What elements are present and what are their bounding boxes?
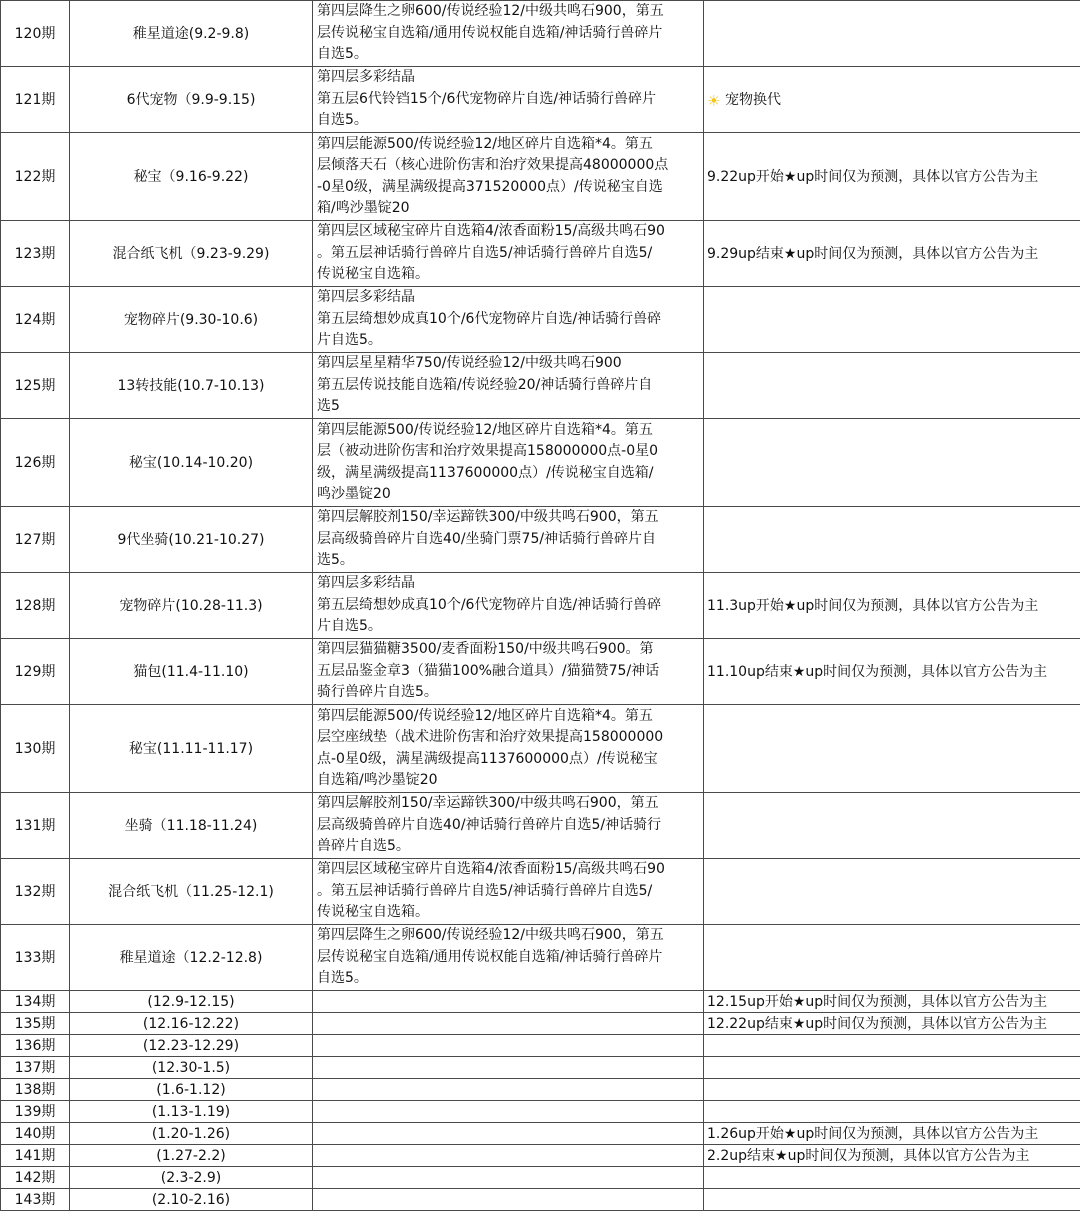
- event-cell: (12.23-12.29): [70, 1035, 313, 1057]
- period-cell: 122期: [1, 133, 70, 221]
- reward-cell: [313, 1057, 704, 1079]
- period-cell: 124期: [1, 287, 70, 353]
- period-cell: 131期: [1, 793, 70, 859]
- event-cell: 秘宝（9.16-9.22): [70, 133, 313, 221]
- reward-cell: 第四层降生之卵600/传说经验12/中级共鸣石900，第五 层传说秘宝自选箱/通用传说权能自选箱/神话骑行兽碎片 自选5。: [313, 1, 704, 67]
- table-row: [1, 353, 1080, 419]
- note-cell: [704, 705, 1080, 793]
- note-cell: 12.22up结束★up时间仅为预测，具体以官方公告为主: [704, 1013, 1080, 1035]
- event-cell: (2.10-2.16): [70, 1189, 313, 1211]
- table-row: [1, 1013, 1080, 1035]
- period-cell: 141期: [1, 1145, 70, 1167]
- note-cell: [704, 793, 1080, 859]
- period-cell: 121期: [1, 67, 70, 133]
- note-cell: [704, 353, 1080, 419]
- table-row: [1, 925, 1080, 991]
- note-text: 宠物换代: [725, 91, 781, 108]
- note-cell: 12.15up开始★up时间仅为预测，具体以官方公告为主: [704, 991, 1080, 1013]
- note-cell: [704, 1079, 1080, 1101]
- event-cell: 坐骑（11.18-11.24): [70, 793, 313, 859]
- event-cell: (12.30-1.5): [70, 1057, 313, 1079]
- reward-cell: [313, 1189, 704, 1211]
- table-row: [1, 859, 1080, 925]
- period-cell: 129期: [1, 639, 70, 705]
- period-cell: 132期: [1, 859, 70, 925]
- reward-cell: 第四层多彩结晶 第五层绮想妙成真10个/6代宠物碎片自选/神话骑行兽碎 片自选5。: [313, 287, 704, 353]
- event-cell: 宠物碎片(9.30-10.6): [70, 287, 313, 353]
- note-cell: [704, 1, 1080, 67]
- event-cell: 秘宝(11.11-11.17): [70, 705, 313, 793]
- table-row: [1, 1101, 1080, 1123]
- table-row: [1, 1035, 1080, 1057]
- event-cell: 混合纸飞机（9.23-9.29): [70, 221, 313, 287]
- event-cell: 稚星道途(9.2-9.8): [70, 1, 313, 67]
- table-row: [1, 1189, 1080, 1211]
- event-cell: 6代宠物（9.9-9.15): [70, 67, 313, 133]
- event-cell: (12.16-12.22): [70, 1013, 313, 1035]
- table-row: [1, 991, 1080, 1013]
- table-row: [1, 1167, 1080, 1189]
- event-cell: 稚星道途（12.2-12.8): [70, 925, 313, 991]
- table-row: [1, 793, 1080, 859]
- table-row: [1, 1057, 1080, 1079]
- reward-cell: [313, 1123, 704, 1145]
- table-row: [1, 507, 1080, 573]
- period-cell: 135期: [1, 1013, 70, 1035]
- note-cell: [704, 287, 1080, 353]
- reward-cell: [313, 1035, 704, 1057]
- note-cell: 9.29up结束★up时间仅为预测，具体以官方公告为主: [704, 221, 1080, 287]
- reward-cell: 第四层区域秘宝碎片自选箱4/浓香面粉15/高级共鸣石90 。第五层神话骑行兽碎片自选5/神话骑行兽碎片自选5/ 传说秘宝自选箱。: [313, 859, 704, 925]
- event-cell: 猫包(11.4-11.10): [70, 639, 313, 705]
- period-cell: 125期: [1, 353, 70, 419]
- table-row: [1, 1123, 1080, 1145]
- note-cell: [704, 1101, 1080, 1123]
- reward-cell: 第四层能源500/传说经验12/地区碎片自选箱*4。第五 层（被动进阶伤害和治疗效果提高158000000点-0星0 级，满星满级提高1137600000点）/传说秘宝自选箱/ 鸣沙墨锭20: [313, 419, 704, 507]
- reward-cell: 第四层多彩结晶 第五层绮想妙成真10个/6代宠物碎片自选/神话骑行兽碎 片自选5。: [313, 573, 704, 639]
- period-cell: 134期: [1, 991, 70, 1013]
- note-cell: [704, 507, 1080, 573]
- period-cell: 139期: [1, 1101, 70, 1123]
- table-row: [1, 287, 1080, 353]
- reward-cell: 第四层解胶剂150/幸运蹄铁300/中级共鸣石900，第五 层高级骑兽碎片自选40/神话骑行兽碎片自选5/神话骑行 兽碎片自选5。: [313, 793, 704, 859]
- period-cell: 130期: [1, 705, 70, 793]
- table-row: [1, 133, 1080, 221]
- event-cell: 秘宝(10.14-10.20): [70, 419, 313, 507]
- note-cell: [704, 1189, 1080, 1211]
- reward-cell: 第四层能源500/传说经验12/地区碎片自选箱*4。第五 层倾落天石（核心进阶伤害和治疗效果提高48000000点 -0星0级，满星满级提高371520000点）/传说秘宝自选 箱/鸣沙墨锭20: [313, 133, 704, 221]
- note-cell: [704, 1035, 1080, 1057]
- reward-cell: 第四层星星精华750/传说经验12/中级共鸣石900 第五层传说技能自选箱/传说经验20/神话骑行兽碎片自 选5: [313, 353, 704, 419]
- table-row: [1, 67, 1080, 133]
- event-cell: (1.27-2.2): [70, 1145, 313, 1167]
- table-row: [1, 221, 1080, 287]
- event-cell: (2.3-2.9): [70, 1167, 313, 1189]
- note-cell: [704, 859, 1080, 925]
- reward-cell: 第四层能源500/传说经验12/地区碎片自选箱*4。第五 层空座绒垫（战术进阶伤害和治疗效果提高158000000 点-0星0级，满星满级提高1137600000点）/传说秘宝 自选箱/鸣沙墨锭20: [313, 705, 704, 793]
- period-cell: 137期: [1, 1057, 70, 1079]
- event-cell: 13转技能(10.7-10.13): [70, 353, 313, 419]
- table-row: [1, 1, 1080, 67]
- table-row: [1, 1145, 1080, 1167]
- event-cell: 混合纸飞机（11.25-12.1): [70, 859, 313, 925]
- note-cell: 2.2up结束★up时间仅为预测，具体以官方公告为主: [704, 1145, 1080, 1167]
- reward-cell: 第四层解胶剂150/幸运蹄铁300/中级共鸣石900，第五 层高级骑兽碎片自选40/坐骑门票75/神话骑行兽碎片自 选5。: [313, 507, 704, 573]
- note-cell: 1.26up开始★up时间仅为预测，具体以官方公告为主: [704, 1123, 1080, 1145]
- period-cell: 142期: [1, 1167, 70, 1189]
- note-cell: 11.10up结束★up时间仅为预测，具体以官方公告为主: [704, 639, 1080, 705]
- period-cell: 136期: [1, 1035, 70, 1057]
- event-cell: (1.6-1.12): [70, 1079, 313, 1101]
- period-cell: 127期: [1, 507, 70, 573]
- period-cell: 123期: [1, 221, 70, 287]
- reward-cell: [313, 1013, 704, 1035]
- table-row: [1, 419, 1080, 507]
- table-row: [1, 573, 1080, 639]
- reward-cell: 第四层猫猫糖3500/麦香面粉150/中级共鸣石900。第 五层品鉴金章3（猫猫100%融合道具）/猫猫赞75/神话 骑行兽碎片自选5。: [313, 639, 704, 705]
- reward-cell: 第四层降生之卵600/传说经验12/中级共鸣石900，第五 层传说秘宝自选箱/通用传说权能自选箱/神话骑行兽碎片 自选5。: [313, 925, 704, 991]
- event-cell: (12.9-12.15): [70, 991, 313, 1013]
- note-cell: 11.3up开始★up时间仅为预测，具体以官方公告为主: [704, 573, 1080, 639]
- period-cell: 133期: [1, 925, 70, 991]
- reward-cell: [313, 1101, 704, 1123]
- period-cell: 126期: [1, 419, 70, 507]
- note-cell: [704, 1167, 1080, 1189]
- period-cell: 138期: [1, 1079, 70, 1101]
- reward-cell: [313, 1167, 704, 1189]
- event-cell: 宠物碎片(10.28-11.3): [70, 573, 313, 639]
- reward-cell: 第四层区域秘宝碎片自选箱4/浓香面粉15/高级共鸣石90 。第五层神话骑行兽碎片自选5/神话骑行兽碎片自选5/ 传说秘宝自选箱。: [313, 221, 704, 287]
- event-cell: (1.20-1.26): [70, 1123, 313, 1145]
- reward-cell: [313, 991, 704, 1013]
- period-cell: 140期: [1, 1123, 70, 1145]
- sun-icon: ☀: [707, 91, 721, 110]
- period-cell: 143期: [1, 1189, 70, 1211]
- reward-cell: 第四层多彩结晶 第五层6代铃铛15个/6代宠物碎片自选/神话骑行兽碎片 自选5。: [313, 67, 704, 133]
- reward-cell: [313, 1145, 704, 1167]
- note-cell: [704, 67, 1080, 133]
- table-row: [1, 705, 1080, 793]
- note-cell: [704, 925, 1080, 991]
- note-cell: [704, 419, 1080, 507]
- period-cell: 120期: [1, 1, 70, 67]
- note-cell: 9.22up开始★up时间仅为预测，具体以官方公告为主: [704, 133, 1080, 221]
- table-row: [1, 639, 1080, 705]
- period-cell: 128期: [1, 573, 70, 639]
- note-cell: [704, 1057, 1080, 1079]
- event-cell: (1.13-1.19): [70, 1101, 313, 1123]
- reward-cell: [313, 1079, 704, 1101]
- table-row: [1, 1079, 1080, 1101]
- event-cell: 9代坐骑(10.21-10.27): [70, 507, 313, 573]
